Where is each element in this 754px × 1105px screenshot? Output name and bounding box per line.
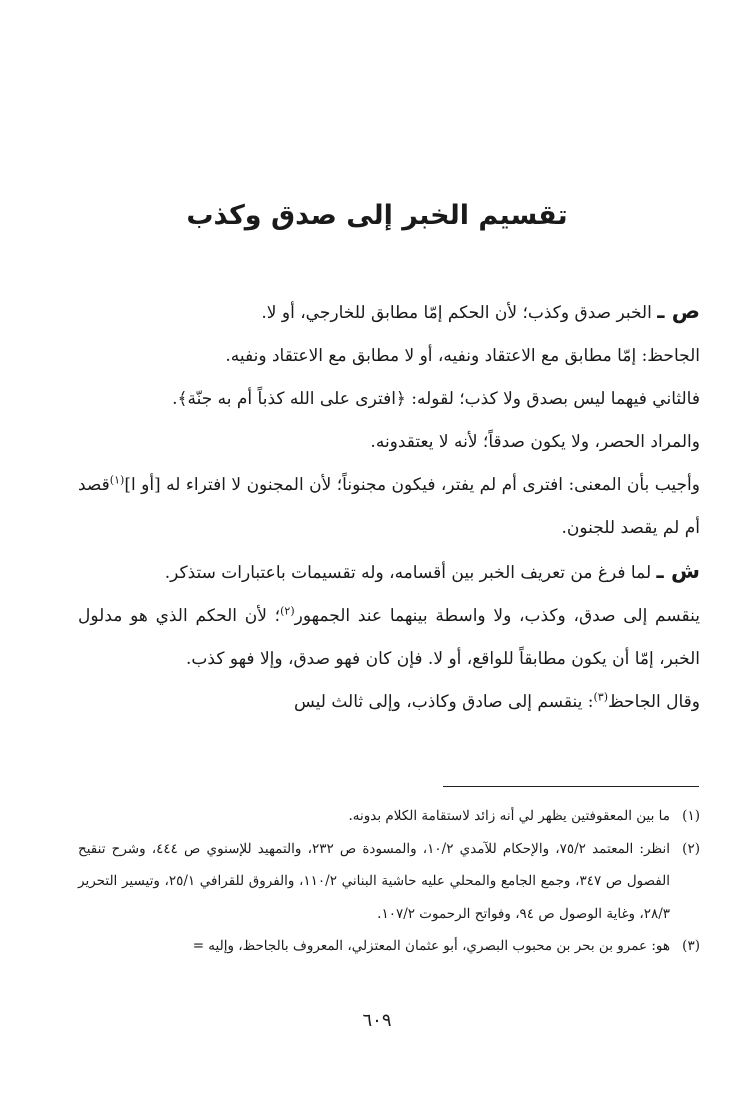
footnote-number: (٢) [682, 840, 700, 857]
footnote-ref-3: (٣) [593, 690, 609, 704]
paragraph-5 [78, 464, 700, 550]
paragraph-4: والمراد الحصر، ولا يكون صدقاً؛ لأنه لا يعتقدونه. [370, 432, 700, 452]
paragraph-8-text-b: : ينقسم إلى صادق وكاذب، وإلى ثالث ليس [293, 692, 594, 712]
paragraph-8 [78, 681, 700, 724]
paragraph-7-text-b: ؛ لأن الحكم الذي هو مدلول الخبر، إمّا أن يكون مطابقاً للواقع، أو لا. فإن كان فهو صدق، وإلا فهو كذب. [78, 606, 700, 669]
footnote-ref-2: (٢) [280, 604, 295, 618]
footnote-number: (١) [682, 808, 700, 824]
chapter-title: تقسيم الخبر إلى صدق وكذب [186, 200, 568, 231]
matn-marker: ص ـ [657, 299, 700, 323]
paragraph-1 [78, 290, 700, 335]
footnote-3 [78, 930, 700, 963]
paragraph-6 [78, 550, 700, 595]
paragraph-5-text-a: وأجيب بأن المعنى: افترى أم لم يفتر، فيكون مجنوناً؛ لأن المجنون لا افتراء له [أو ا] [124, 475, 700, 495]
footnote-text: انظر: المعتمد ٧٥/٢، والإحكام للآمدي ١٠/٢، والمسودة ص ٢٣٢، والتمهيد للإسنوي ص ٤٤٤، وشرح تنقيح الفصول ص ٣٤٧، وجمع الجامع والمحلي عليه حاشية البناني ١١٠/٢، والفروق للقرافي ٢٥/١، وتيسير التحرير ٢٨/٣، وغاية الوصول ص ٩٤، وفواتح الرحموت ١٠٧/٢. [78, 840, 670, 922]
paragraph-2: الجاحظ: إمّا مطابق مع الاعتقاد ونفيه، أو لا مطابق مع الاعتقاد ونفيه. [225, 346, 700, 366]
paragraph-1-text: الخبر صدق وكذب؛ لأن الحكم إمّا مطابق للخارجي، أو لا. [261, 303, 658, 323]
footnote-2 [78, 833, 700, 931]
paragraph-8-text-a: وقال الجاحظ [608, 692, 700, 712]
paragraph-3: فالثاني فيهما ليس بصدق ولا كذب؛ لقوله: ﴿افترى على الله كذباً أم به جنّة﴾. [172, 389, 700, 409]
sharh-marker: ش ـ [656, 559, 700, 583]
paragraph-7 [78, 595, 700, 681]
footnotes [78, 800, 700, 963]
main-text [78, 290, 700, 724]
page-number: ٦٠٩ [362, 1010, 392, 1031]
footnote-ref-1: (١) [109, 473, 125, 487]
footnote-divider [443, 786, 699, 787]
footnote-number: (٣) [682, 938, 700, 954]
footnote-1 [78, 800, 700, 833]
paragraph-7-text-a: ينقسم إلى صدق، وكذب، ولا واسطة بينهما عند الجمهور [294, 606, 701, 626]
paragraph-6-text: لما فرغ من تعريف الخبر بين أقسامه، وله تقسيمات باعتبارات ستذكر. [164, 563, 657, 583]
footnote-text: ما بين المعقوفتين يظهر لي أنه زائد لاستقامة الكلام بدونه. [348, 808, 670, 824]
footnote-text: هو: عمرو بن بحر بن محبوب البصري، أبو عثمان المعتزلي، المعروف بالجاحظ، وإليه = [192, 938, 670, 954]
paragraph-5-text-b: قصد أم لم يقصد للجنون. [78, 475, 700, 538]
